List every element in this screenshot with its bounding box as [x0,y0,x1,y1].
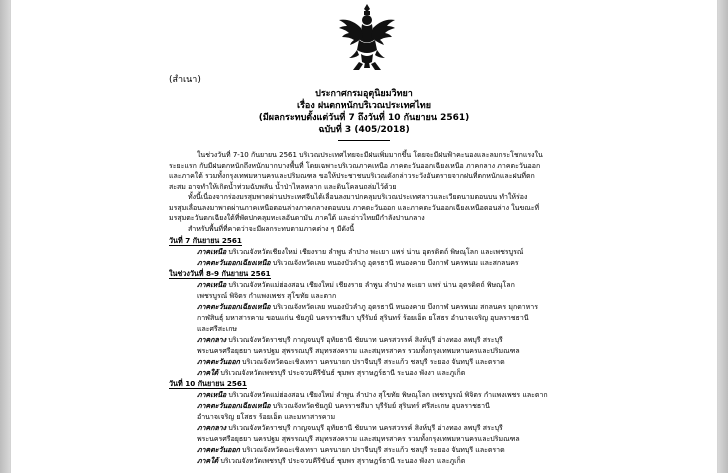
region-name: ภาคตะวันออกเฉียงเหนือ [197,402,271,410]
region-row [197,280,515,291]
announcement-period: (มีผลกระทบตั้งแต่วันที่ 7 ถึงวันที่ 10 กันยายน 2561) [258,113,470,123]
document-page [11,0,717,473]
region-row [197,335,503,346]
region-provinces: บริเวณจังหวัดเลย หนองบัวลำภู อุดรธานี หนองคาย บึงกาฬ นครพนม และสกลนคร [272,259,519,267]
region-row-continued [197,324,237,335]
region-row [197,390,548,401]
region-name: ภาคกลาง [197,336,227,344]
region-row [197,368,465,379]
region-provinces: บริเวณจังหวัดฉะเชิงเทรา นครนายก ปราจีนบุรี สระแก้ว ชลบุรี ระยอง จันทบุรี และตราด [242,446,505,454]
region-provinces: บริเวณจังหวัดชัยภูมิ นครราชสีมา บุรีรัมย์ สุรินทร์ ศรีสะเกษ อุบลราชธานี [272,402,490,410]
region-row [197,258,519,269]
forecast-date [169,269,271,280]
region-row-continued [197,412,335,423]
region-row [197,456,465,467]
region-provinces: บริเวณจังหวัดฉะเชิงเทรา นครนายก ปราจีนบุรี สระแก้ว ชลบุรี ระยอง จันทบุรี และตราด [242,358,505,366]
region-name: ภาคตะวันออก [197,446,240,454]
intro-line: สะสม อาจทำให้เกิดน้ำท่วมฉับพลัน น้ำป่าไหลหลาก และดินโคลนถล่มไว้ด้วย [169,182,397,191]
intro-line: ทั้งนี้เนื่องจากร่องมรสุมพาดผ่านประเทศจีนได้เลื่อนลงมาปกคลุมบริเวณประเทศลาวและเวียดนามตอนบน ทำให้ร่อง [188,193,528,201]
region-row-continued [197,346,520,357]
intro-line: และภาคใต้ รวมทั้งกรุงเทพมหานครและปริมณฑล ขอให้ประชาชนบริเวณดังกล่าวระวังอันตรายจากฝนที่ตกหนักและฝนที่ตก [169,172,535,180]
intro-line: มรสุมเลื่อนลงมาพาดผ่านภาคเหนือตอนล่างภาคกลางตอนบน ภาคตะวันออก และภาคตะวันออกเฉียงเหนือตอนล่าง ในขณะที่ [169,203,540,212]
region-provinces: และศรีสะเกษ [197,325,238,333]
intro-line: ในช่วงวันที่ 7-10 กันยายน 2561 บริเวณประเทศไทยจะมีฝนเพิ่มมากขึ้น โดยจะมีฝนฟ้าคะนองและลมกระโชกแรงใน [197,151,543,159]
region-provinces: กาฬสินธุ์ มหาสารคาม ขอนแก่น ชัยภูมิ นครราชสีมา บุรีรัมย์ สุรินทร์ ร้อยเอ็ด ยโสธร อำนาจเจริญ อุบลราชธานี [197,314,529,322]
region-name: ภาคเหนือ [197,391,227,399]
region-row [197,247,523,258]
region-row-continued [197,291,336,302]
intro-line: สำหรับพื้นที่ที่คาดว่าจะมีผลกระทบตามภาคต่าง ๆ มีดังนี้ [188,224,355,233]
region-provinces: บริเวณจังหวัดแม่ฮ่องสอน เชียงใหม่ เชียงราย ลำพูน ลำปาง พะเยา แพร่ น่าน อุตรดิตถ์ พิษณุโลก [228,281,515,289]
region-provinces: บริเวณจังหวัดราชบุรี กาญจนบุรี อุทัยธานี ชัยนาท นครสวรรค์ สิงห์บุรี อ่างทอง ลพบุรี สระบุรี [228,336,503,344]
region-provinces: บริเวณจังหวัดราชบุรี กาญจนบุรี อุทัยธานี ชัยนาท นครสวรรค์ สิงห์บุรี อ่างทอง ลพบุรี สระบุรี [228,424,503,432]
intro-line: มรสุมตะวันตกเฉียงใต้ที่พัดปกคลุมทะเลอันดามัน ภาคใต้ และอ่าวไทยมีกำลังปานกลาง [169,214,425,222]
copy-note: (สำเนา) [169,75,201,85]
region-name: ภาคตะวันออก [197,358,240,366]
region-provinces: บริเวณจังหวัดแม่ฮ่องสอน เชียงใหม่ ลำพูน ลำปาง สุโขทัย พิษณุโลก เพชรบูรณ์ พิจิตร กำแพงเพชร และตาก [228,391,548,399]
region-provinces: เพชรบูรณ์ พิจิตร กำแพงเพชร สุโขทัย และตาก [197,292,337,300]
region-provinces: พระนครศรีอยุธยา นครปฐม สุพรรณบุรี สมุทรสงคราม และสมุทรสาคร รวมทั้งกรุงเทพมหานครและปริมณฑล [197,347,520,355]
region-provinces: อำนาจเจริญ ยโสธร ร้อยเอ็ด และมหาสารคาม [197,413,336,421]
region-name: ภาคตะวันออกเฉียงเหนือ [197,303,271,311]
region-row [197,401,490,412]
region-row [197,302,538,313]
forecast-date [169,236,242,247]
region-name: ภาคเหนือ [197,248,227,256]
garuda-emblem-icon [337,2,397,72]
announcement-issue: ฉบับที่ 3 (405/2018) [318,125,410,135]
region-provinces: บริเวณจังหวัดเพชรบุรี ประจวบคีรีขันธ์ ชุมพร สุราษฎร์ธานี ระนอง พังงา และภูเก็ต [220,457,466,465]
region-name: ภาคใต้ [197,369,219,377]
title-divider [338,140,390,141]
region-provinces: พระนครศรีอยุธยา นครปฐม สุพรรณบุรี สมุทรสงคราม และสมุทรสาคร รวมทั้งกรุงเทพมหานครและปริมณฑล [197,435,520,443]
forecast-date-label: วันที่ 7 กันยายน 2561 [169,236,242,245]
region-name: ภาคกลาง [197,424,227,432]
region-row [197,423,503,434]
forecast-date [169,379,247,390]
region-row [197,445,505,456]
viewer-right-margin [718,0,728,473]
region-provinces: บริเวณจังหวัดเพชรบุรี ประจวบคีรีขันธ์ ชุมพร สุราษฎร์ธานี ระนอง พังงา และภูเก็ต [220,369,466,377]
region-row-continued [197,434,520,445]
announcement-subject: เรื่อง ฝนตกหนักบริเวณประเทศไทย [297,101,431,111]
intro-line: ระยะแรก กับมีฝนตกหนักถึงหนักมากบางพื้นที่ โดยเฉพาะบริเวณภาคเหนือ ภาคตะวันออกเฉียงเหนือ ภาคกลาง ภาคตะวันออก [169,161,541,170]
region-name: ภาคเหนือ [197,281,227,289]
forecast-date-label: วันที่ 10 กันยายน 2561 [169,379,247,388]
region-name: ภาคตะวันออกเฉียงเหนือ [197,259,271,267]
region-provinces: บริเวณจังหวัดเลย หนองบัวลำภู อุดรธานี หนองคาย บึงกาฬ นครพนม สกลนคร มุกดาหาร [272,303,538,311]
region-name: ภาคใต้ [197,457,219,465]
region-row [197,357,505,368]
region-row-continued [197,313,529,324]
viewer-left-margin [0,0,10,473]
forecast-date-label: ในช่วงวันที่ 8-9 กันยายน 2561 [169,269,271,278]
announcement-title: ประกาศกรมอุตุนิยมวิทยา [315,89,413,99]
region-provinces: บริเวณจังหวัดเชียงใหม่ เชียงราย ลำพูน ลำปาง พะเยา แพร่ น่าน อุตรดิตถ์ พิษณุโลก และเพชรบูรณ์ [228,248,524,256]
